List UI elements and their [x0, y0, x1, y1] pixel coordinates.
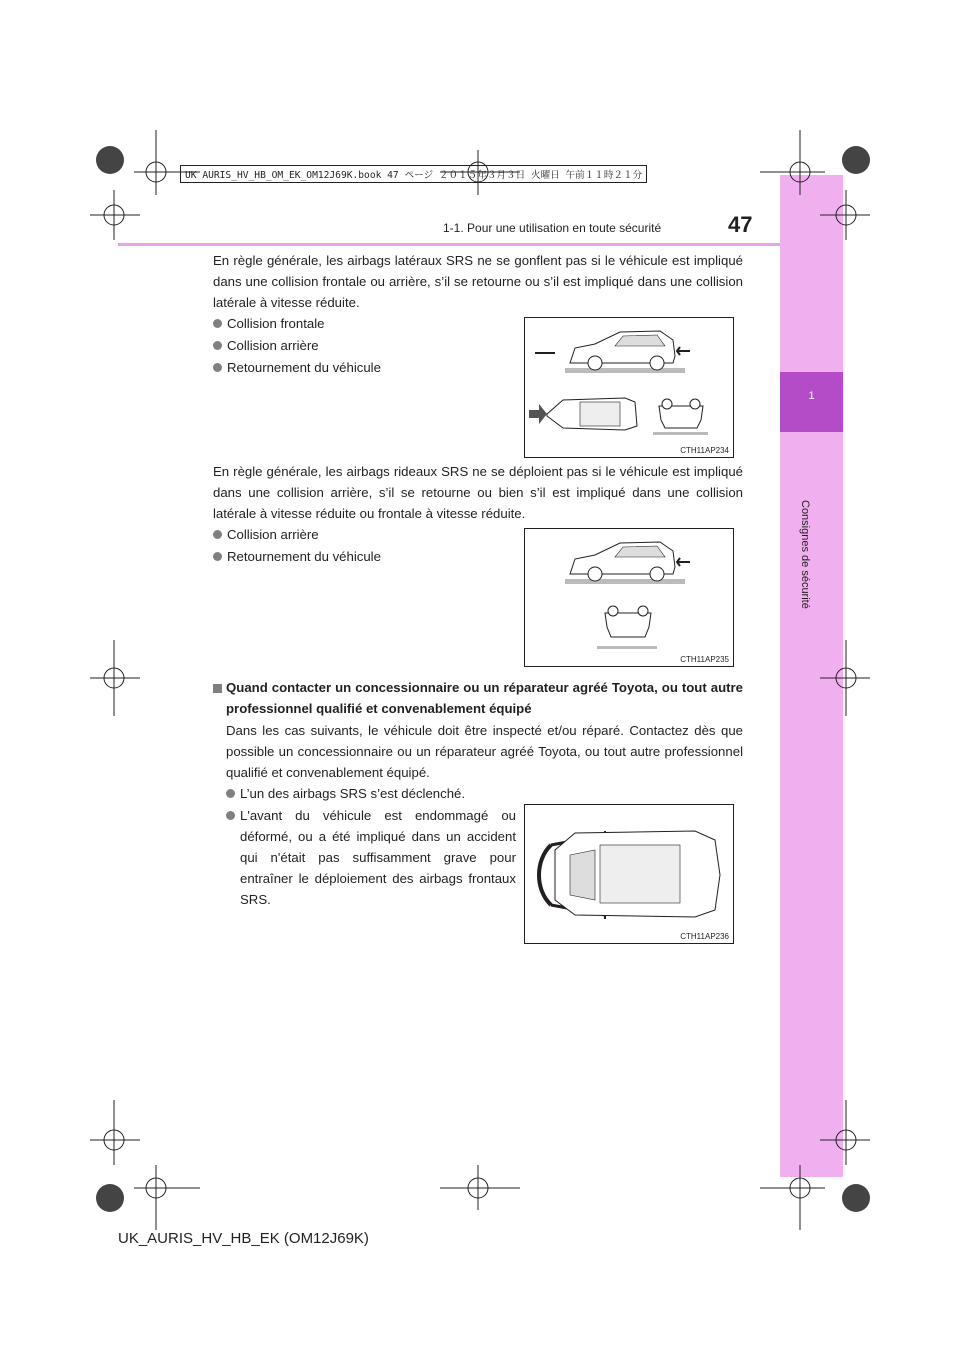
- figure-code: CTH11AP235: [680, 655, 729, 664]
- list-item: Collision arrière: [213, 524, 319, 545]
- paragraph-curtain-airbags: En règle générale, les airbags rideaux SRS ne se déploient pas si le véhicule est impliqué dans une collision arrière, s’il se retourne ou bien s’il est impliqué dans une collision latérale à vitesse réduite ou frontale à vitesse réduite.: [213, 464, 743, 521]
- list-item: Retournement du véhicule: [213, 546, 381, 567]
- chapter-number: 1: [808, 390, 815, 402]
- page-number: 47: [728, 212, 753, 237]
- paragraph-inspection: Dans les cas suivants, le véhicule doit être inspecté et/ou réparé. Contactez dès que possible un concessionnaire ou un réparateur agréé Toyota, ou tout autre professionnel qualifié et convenablement équipé.: [226, 723, 743, 780]
- section-heading: Quand contacter un concessionnaire ou un réparateur agréé Toyota, ou tout autre professionnel qualifié et convenablement équipé: [226, 680, 743, 716]
- chapter-title-vertical: Consignes de sécurité: [799, 500, 811, 609]
- section-title: 1-1. Pour une utilisation en toute sécurité: [443, 221, 662, 235]
- print-info: UK AURIS_HV_HB_OM_EK_OM12J69K.book 47 ページ ２０１５年３月３日 火曜日 午前１１時２１分: [180, 165, 647, 183]
- list-item: L’un des airbags SRS s’est déclenché.: [226, 783, 465, 804]
- list-item-text: L'avant du véhicule est endommagé ou déformé, ou a été impliqué dans un accident qui n'était pas suffisamment grave pour entraîner le déploiement des airbags frontaux SRS.: [240, 808, 516, 907]
- figure-code: CTH11AP234: [680, 446, 729, 455]
- paragraph-side-airbags: En règle générale, les airbags latéraux SRS ne se gonflent pas si le véhicule est impliqué dans une collision frontale ou arrière, s’il se retourne ou s’il est impliqué dans une collision latérale à vitesse réduite.: [213, 253, 743, 310]
- list-item: Collision arrière: [213, 335, 319, 356]
- footer-doc-code: UK_AURIS_HV_HB_EK (OM12J69K): [118, 1230, 369, 1247]
- figure-code: CTH11AP236: [680, 932, 729, 941]
- list-item: Retournement du véhicule: [213, 357, 381, 378]
- list-item: Collision frontale: [213, 313, 325, 334]
